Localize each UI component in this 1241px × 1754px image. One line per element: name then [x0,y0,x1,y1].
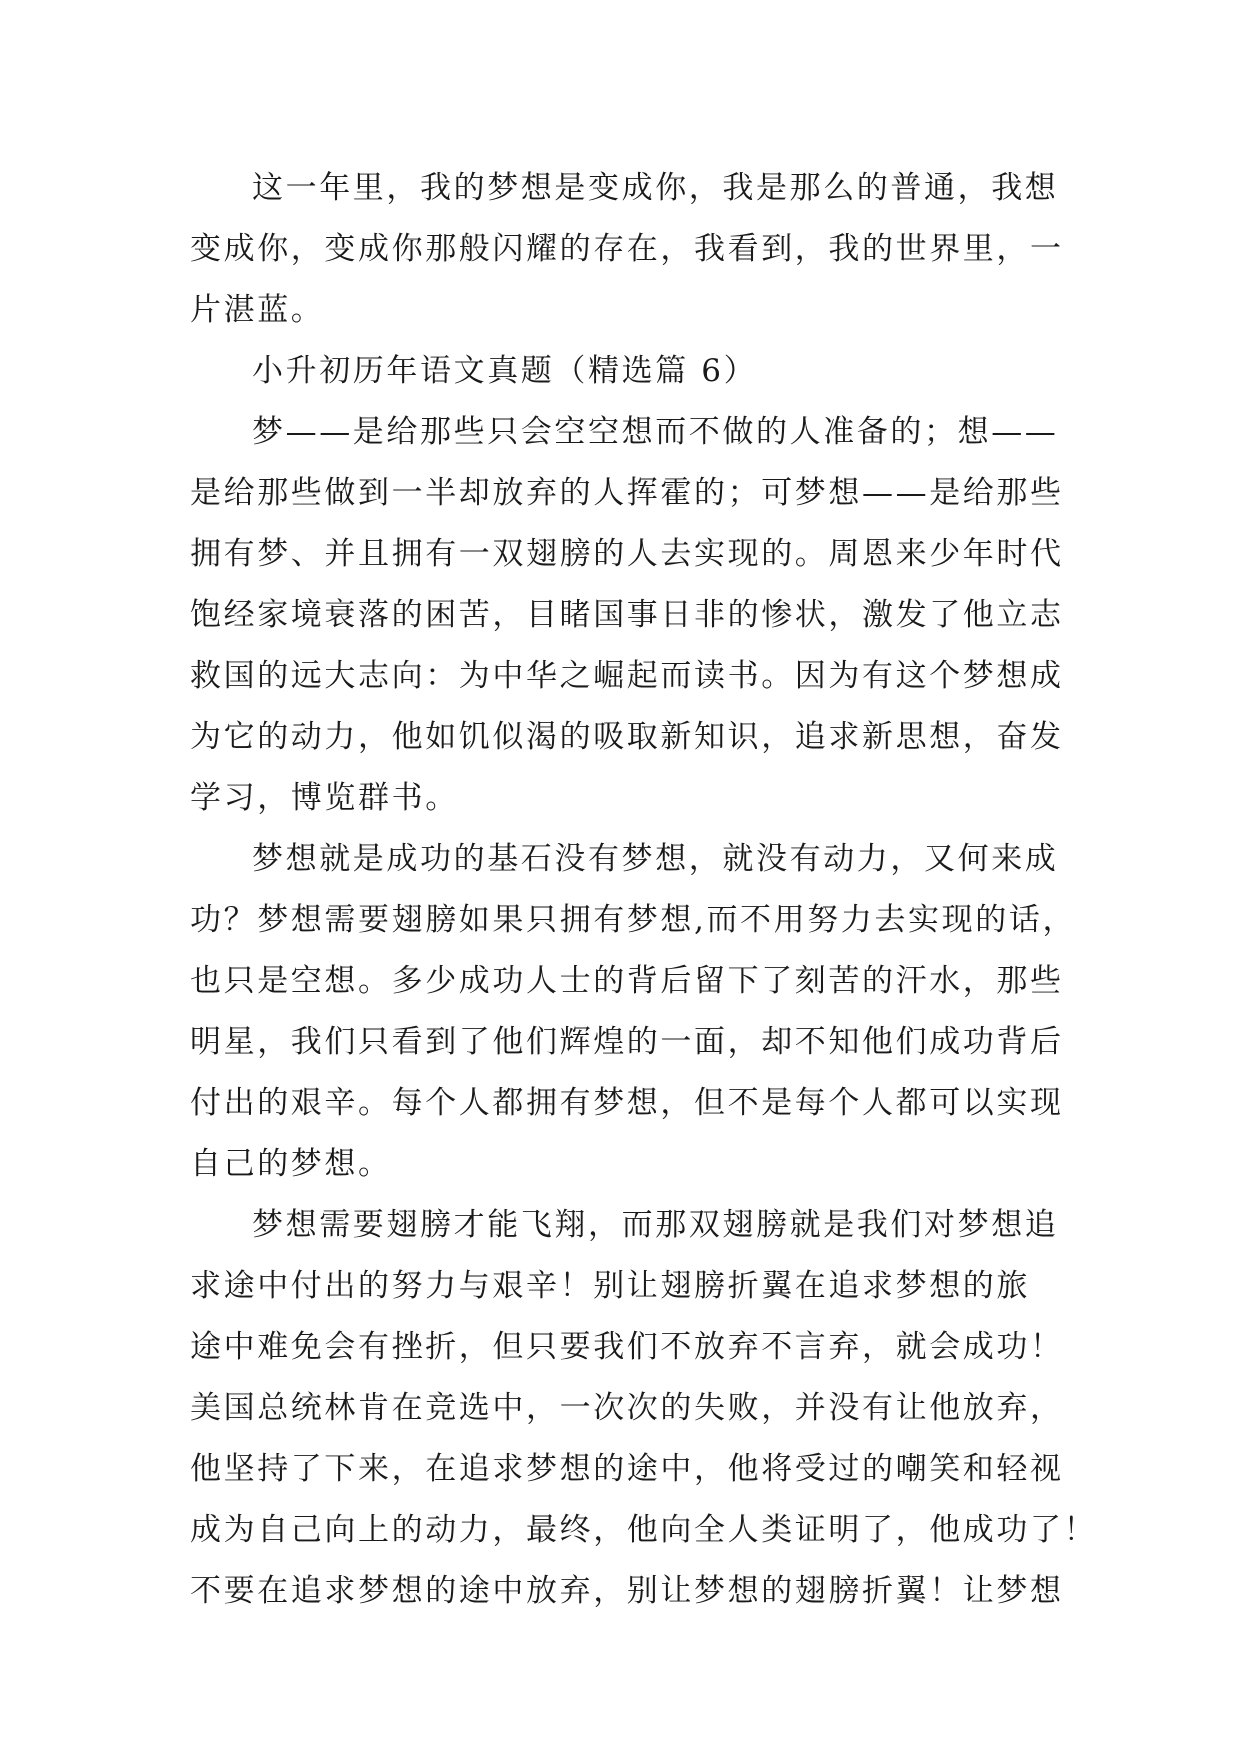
text-line: 自己的梦想。 [190,1146,392,1182]
document-page [190,158,1098,1622]
heading-text: 小升初历年语文真题（精选篇 6） [252,353,758,389]
text-line: 梦想需要翅膀才能飞翔，而那双翅膀就是我们对梦想追 [252,1207,1059,1243]
paragraph [190,158,1064,341]
text-line: 为它的动力，他如饥似渴的吸取新知识，追求新思想，奋发 [190,719,1064,755]
text-line: 片湛蓝。 [190,292,325,328]
text-line: 梦——是给那些只会空空想而不做的人准备的；想—— [252,414,1059,450]
text-line: 拥有梦、并且拥有一双翅膀的人去实现的。周恩来少年时代 [190,536,1064,572]
text-line: 功？梦想需要翅膀如果只拥有梦想,而不用努力去实现的话， [190,902,1077,938]
text-line: 这一年里，我的梦想是变成你，我是那么的普通，我想 [252,170,1059,206]
paragraph [190,402,1064,829]
text-line: 付出的艰辛。每个人都拥有梦想，但不是每个人都可以实现 [190,1085,1064,1121]
paragraph [190,1195,1098,1622]
text-line: 救国的远大志向：为中华之崛起而读书。因为有这个梦想成 [190,658,1064,694]
text-line: 途中难免会有挫折，但只要我们不放弃不言弃，就会成功！ [190,1329,1064,1365]
text-line: 梦想就是成功的基石没有梦想，就没有动力，又何来成 [252,841,1059,877]
text-line: 饱经家境衰落的困苦，目睹国事日非的惨状，激发了他立志 [190,597,1064,633]
text-line: 美国总统林肯在竞选中，一次次的失败，并没有让他放弃， [190,1390,1064,1426]
section-heading [190,341,1052,402]
text-line: 变成你，变成你那般闪耀的存在，我看到，我的世界里，一 [190,231,1064,267]
text-line: 是给那些做到一半却放弃的人挥霍的；可梦想——是给那些 [190,475,1064,511]
text-line: 他坚持了下来，在追求梦想的途中，他将受过的嘲笑和轻视 [190,1451,1064,1487]
text-line: 学习，博览群书。 [190,780,459,816]
text-line: 也只是空想。多少成功人士的背后留下了刻苦的汗水，那些 [190,963,1064,999]
text-line: 成为自己向上的动力，最终，他向全人类证明了，他成功了！ [190,1512,1098,1548]
paragraph [190,829,1077,1195]
text-line: 求途中付出的努力与艰辛！别让翅膀折翼在追求梦想的旅 [190,1268,1030,1304]
text-line: 明星，我们只看到了他们辉煌的一面，却不知他们成功背后 [190,1024,1064,1060]
text-line: 不要在追求梦想的途中放弃，别让梦想的翅膀折翼！让梦想 [190,1573,1064,1609]
